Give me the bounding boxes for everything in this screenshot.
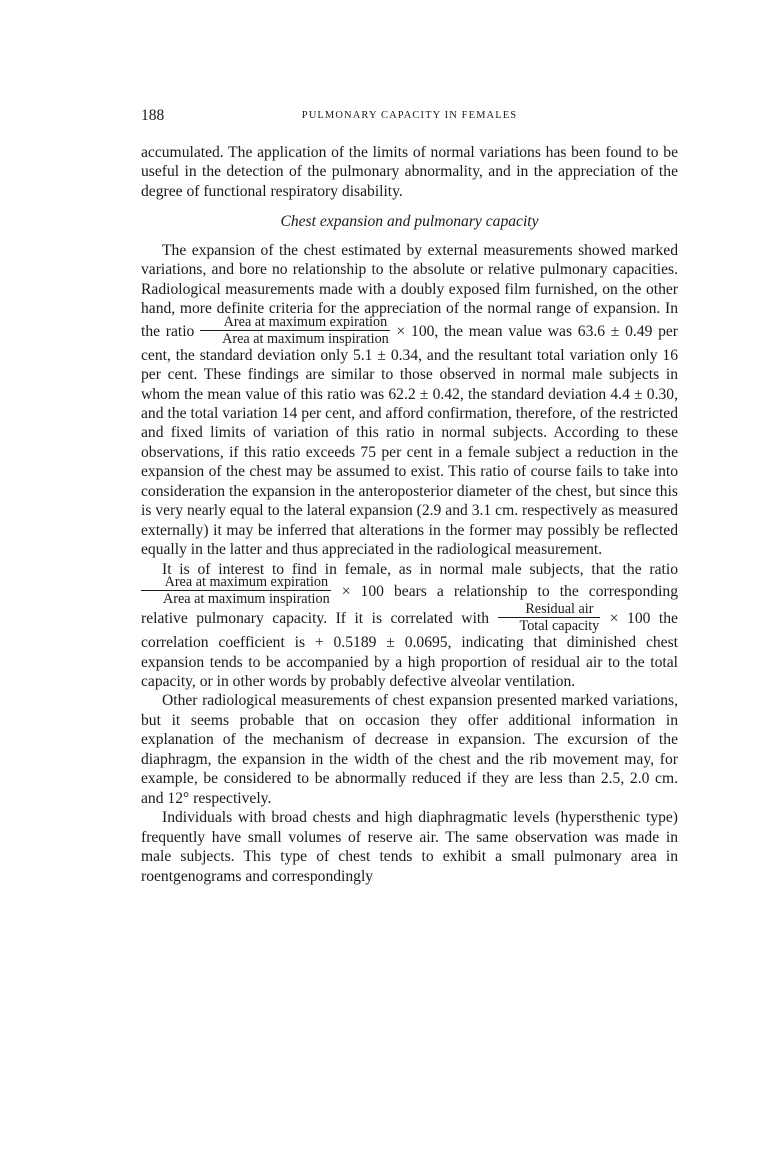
body-text <box>141 143 678 886</box>
residual-total-ratio <box>498 602 601 633</box>
ratio-numerator: Area at maximum expiration <box>200 315 390 331</box>
ratio-numerator: Area at maximum expiration <box>141 575 331 591</box>
ratio-numerator: Residual air <box>498 602 601 618</box>
ratio-denominator: Area at maximum inspiration <box>222 330 389 347</box>
paragraph-correlation <box>141 560 678 692</box>
paragraph-text: × 100 the correlation coefficient is + 0.5189 ± 0.0695, indicating that diminished chest expansion tends to be accompanied by a high proportion of residual air to the total capacity, or in other words by probably defective alveolar ventilation. <box>141 610 678 690</box>
running-title: PULMONARY CAPACITY IN FEMALES <box>301 110 518 121</box>
paragraph-text: It is of interest to find in female, as in normal male subjects, that the ratio <box>162 560 678 578</box>
paragraph-hypersthenic: Individuals with broad chests and high diaphragmatic levels (hypersthenic type) frequently have small volumes of reserve air. The same observation was made in male subjects. This type of chest tends to exhibit a small pulmonary area in roentgenograms and correspondingly <box>141 809 678 885</box>
paragraph-text: × 100, the mean value was 63.6 ± 0.49 per cent, the standard deviation only 5.1 ± 0.34, and the resultant total variation only 16 per cent. These findings are similar to those observed in normal male subjects in whom the mean value of this ratio was 62.2 ± 0.42, the standard deviation 4.4 ± 0.30, and the total variation 14 per cent, and afford confirmation, therefore, of the restricted and fixed limits of variation of this ratio in normal subjects. According to these observations, if this ratio exceeds 75 per cent in a female subject a reduction in the expansion of the chest may be assumed to exist. This ratio of course fails to take into consideration the expansion in the anteroposterior diameter of the chest, but since this is very nearly equal to the lateral expansion (2.9 and 3.1 cm. respectively as measured externally) it may be inferred that alterations in the former may possibly be reflected equally in the latter and thus appreciated in the radiological measurement. <box>141 322 678 559</box>
expiration-inspiration-ratio <box>200 315 390 346</box>
section-title: Chest expansion and pulmonary capacity <box>280 213 539 231</box>
intro-paragraph: accumulated. The application of the limits of normal variations has been found to be useful in the detection of the pulmonary abnormality, and in the appreciation of the degree of functional respiratory disability. <box>141 144 678 200</box>
ratio-denominator: Total capacity <box>519 618 600 635</box>
paragraph-radiological: Other radiological measurements of chest expansion presented marked variations, but it seems probable that on occasion they offer additional information in explanation of the mechanism of decrease in expansion. The excursion of the diaphragm, the expansion in the width of the chest and the rib movement may, for example, be considered to be abnormally reduced if they are less than 2.5, 2.0 cm. and 12° respectively. <box>141 692 678 807</box>
page-number: 188 <box>141 107 165 124</box>
paragraph-chest-expansion <box>141 241 678 560</box>
paragraph-text: The expansion of the chest estimated by external measurements showed marked variations, and bore no relationship to the absolute or relative pulmonary capacities. Radiological measurements made with a doubly exposed film furnished, on the other hand, more definite criteria for the appreciation of the normal range of expansion. In the ratio <box>141 241 678 340</box>
paragraph-text: × 100 bears a relationship to the corresponding relative pulmonary capacity. If it is correlated with <box>141 583 678 628</box>
page-header <box>141 107 678 127</box>
expiration-inspiration-ratio <box>141 575 331 606</box>
ratio-denominator: Area at maximum inspiration <box>163 591 330 608</box>
